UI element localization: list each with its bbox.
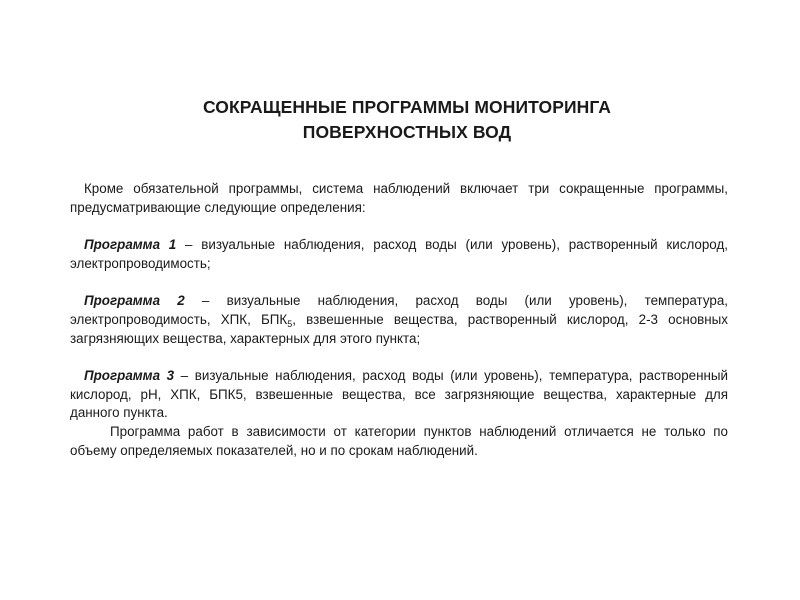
title-line-1: СОКРАЩЕННЫЕ ПРОГРАММЫ МОНИТОРИНГА (202, 97, 612, 117)
program-2-text: – визуальные наблюдения, расход воды (или уровень), температура, электропроводимость, ХПК, БПК (70, 293, 728, 327)
program-3-text: – визуальные наблюдения, расход воды (или уровень), температура, растворенный кислород, рН, ХПК, БПК5, взвешенные вещества, все загрязняющие вещества, характерные для данного пункта. (70, 367, 728, 421)
program-2-paragraph (70, 292, 728, 348)
program-2-text-tail: , взвешенные вещества, растворенный кислород, 2-3 основных загрязняющих вещества, характерных для этого пункта; (70, 311, 728, 346)
conclusion-text: Программа работ в зависимости от категории пунктов наблюдений отличается не только по объему определяемых показателей, но и по срокам наблюдений. (70, 424, 728, 458)
conclusion-paragraph (70, 423, 728, 460)
program-1-label: Программа 1 (84, 237, 177, 253)
intro-text: Кроме обязательной программы, система наблюдений включает три сокращенные программы, предусматривающие следующие определения: (70, 181, 728, 215)
program-1-text: – визуальные наблюдения, расход воды (или уровень), растворенный кислород, электропроводимость; (70, 237, 728, 271)
program-3-label: Программа 3 (84, 367, 175, 383)
body-text (70, 180, 728, 461)
program-2-label: Программа 2 (84, 293, 185, 309)
program-2-subscript: 5 (287, 318, 293, 329)
spacer (70, 217, 728, 236)
program-1-paragraph (70, 236, 728, 273)
intro-paragraph (70, 180, 728, 217)
program-3-paragraph (70, 367, 728, 423)
title-line-2: ПОВЕРХНОСТНЫХ ВОД (302, 122, 512, 142)
spacer (70, 348, 728, 367)
spacer (70, 274, 728, 293)
page-title (100, 95, 714, 145)
